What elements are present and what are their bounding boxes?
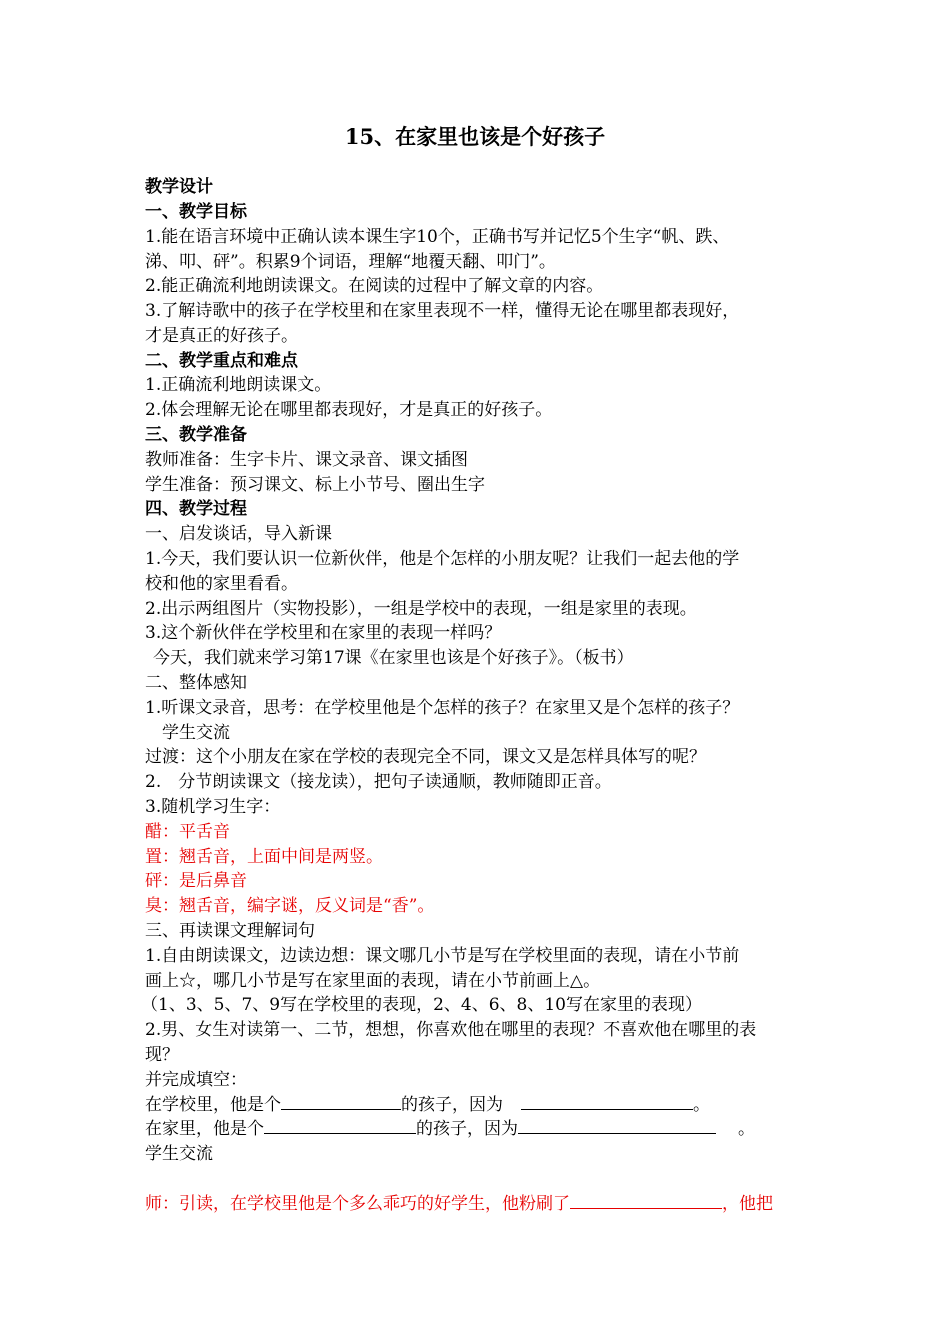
text-line: 一、启发谈话，导入新课 (145, 524, 332, 544)
text-line: 教师准备：生字卡片、课文录音、课文插图 (145, 450, 468, 470)
text-line: 学生交流 (145, 1144, 213, 1164)
section-heading: 一、教学目标 (145, 202, 247, 222)
text-line: 2.能正确流利地朗读课文。在阅读的过程中了解文章的内容。 (145, 276, 604, 296)
answer-blank[interactable] (518, 1117, 716, 1134)
answer-blank[interactable] (281, 1093, 401, 1110)
section-heading: 教学设计 (145, 177, 213, 197)
text-line: 现？ (145, 1045, 179, 1065)
fill-text: 在家里，他是个 (145, 1119, 264, 1139)
text-line: （1、3、5、7、9写在学校里的表现，2、4、6、8、10写在家里的表现） (141, 995, 702, 1015)
text-line: 二、整体感知 (145, 673, 247, 693)
fill-text: 的孩子，因为 (416, 1119, 518, 1139)
text-line: 2.男、女生对读第一、二节，想想，你喜欢他在哪里的表现？不喜欢他在哪里的表 (145, 1020, 757, 1040)
fill-text: 在学校里，他是个 (145, 1095, 281, 1115)
answer-blank[interactable] (521, 1093, 693, 1110)
text-line: 3.这个新伙伴在学校里和在家里的表现一样吗？ (145, 623, 502, 643)
text-line: 并完成填空： (145, 1070, 247, 1090)
section-heading: 四、教学过程 (145, 499, 247, 519)
character-note: 醋：平舌音 (145, 822, 230, 842)
text-line: 2. 分节朗读课文（接龙读），把句子读通顺，教师随即正音。 (145, 772, 612, 792)
text-line: 3.了解诗歌中的孩子在学校里和在家里表现不一样，懂得无论在哪里都表现好， (145, 301, 740, 321)
text-line: 学生准备：预习课文、标上小节号、圈出生字 (145, 475, 485, 495)
fill-text: 。 (693, 1095, 710, 1115)
text-line: 校和他的家里看看。 (145, 574, 298, 594)
document-title: 15、在家里也该是个好孩子 (344, 124, 606, 149)
text-line: 才是真正的好孩子。 (145, 326, 298, 346)
fill-in-school (145, 1093, 710, 1117)
text-line: 1.自由朗读课文，边读边想：课文哪几小节是写在学校里面的表现，请在小节前 (145, 946, 740, 966)
character-note: 砰：是后鼻音 (145, 871, 247, 891)
text-line: 3.随机学习生字： (145, 797, 281, 817)
text-line: 过渡：这个小朋友在家在学校的表现完全不同，课文又是怎样具体写的呢？ (145, 747, 706, 767)
character-note: 置：翘舌音，上面中间是两竖。 (145, 847, 383, 867)
fill-text: 。 (738, 1119, 755, 1139)
character-note: 臭：翘舌音，编字谜，反义词是“香”。 (145, 896, 435, 916)
text-line: 2.出示两组图片（实物投影），一组是学校中的表现，一组是家里的表现。 (145, 599, 697, 619)
fill-text: 的孩子，因为 (401, 1095, 503, 1115)
text-line: 三、再读课文理解词句 (145, 921, 315, 941)
section-heading: 三、教学准备 (145, 425, 247, 445)
fill-in-home (145, 1117, 755, 1141)
text-line: 画上☆，哪几小节是写在家里面的表现，请在小节前画上△。 (145, 971, 601, 991)
text-line: 1.今天，我们要认识一位新伙伴，他是个怎样的小朋友呢？让我们一起去他的学 (145, 549, 740, 569)
teacher-guided-reading (145, 1192, 773, 1216)
teacher-text: 师：引读，在学校里他是个多么乖巧的好学生，他粉刷了 (145, 1194, 570, 1214)
text-line: 1.能在语言环境中正确认读本课生字10个，正确书写并记忆5个生字“帆、跌、 (145, 227, 730, 247)
section-heading: 二、教学重点和难点 (145, 351, 298, 371)
teacher-text: ，他把 (722, 1194, 773, 1214)
answer-blank[interactable] (264, 1117, 416, 1134)
text-line: 1.正确流利地朗读课文。 (145, 375, 332, 395)
text-line: 2.体会理解无论在哪里都表现好，才是真正的好孩子。 (145, 400, 553, 420)
text-line: 1.听课文录音，思考：在学校里他是个怎样的孩子？在家里又是个怎样的孩子？ (145, 698, 740, 718)
answer-blank[interactable] (570, 1192, 722, 1209)
text-line: 学生交流 (162, 723, 230, 743)
text-line: 今天，我们就来学习第17课《在家里也该是个好孩子》。（板书） (153, 648, 634, 668)
text-line: 涕、叩、砰”。积累9个词语，理解“地覆天翻、叩门”。 (145, 252, 556, 272)
